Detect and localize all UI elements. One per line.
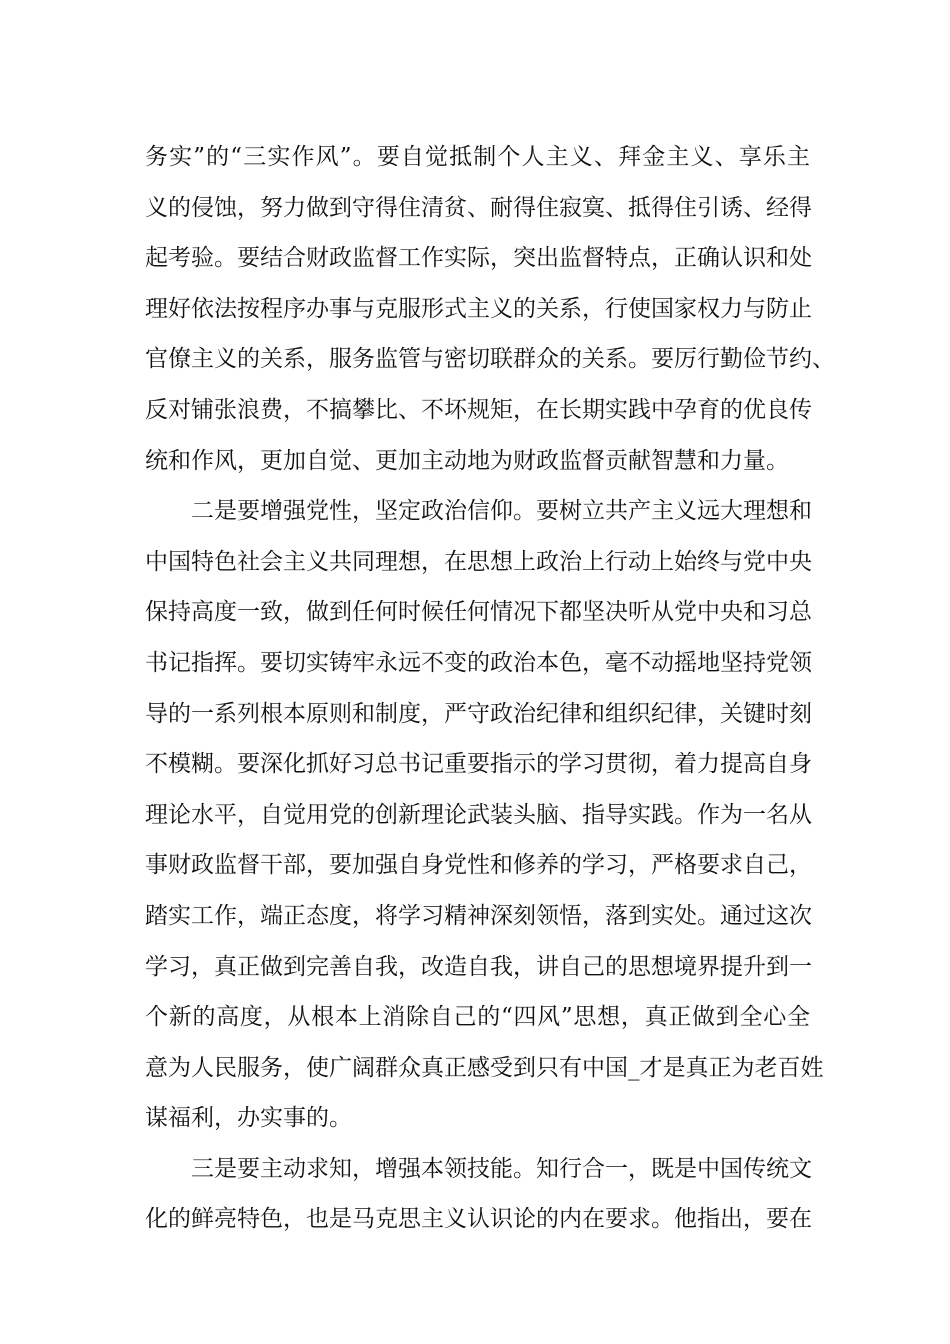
text-line: 事财政监督干部，要加强自身党性和修养的学习，严格要求自己， [145, 852, 812, 879]
text-line: 个新的高度，从根本上消除自己的“四风”思想，真正做到全心全 [145, 1004, 810, 1031]
paragraph-first-line: 二是要增强党性，坚定政治信仰。要树立共产主义远大理想和 [191, 498, 812, 525]
text-line: 起考验。要结合财政监督工作实际，突出监督特点，正确认识和处 [145, 245, 812, 272]
text-line: 化的鲜亮特色，也是马克思主义认识论的内在要求。他指出，要在 [145, 1206, 812, 1233]
text-line: 理论水平，自觉用党的创新理论武装头脑、指导实践。作为一名从 [145, 801, 812, 828]
text-line: 不模糊。要深化抓好习总书记重要指示的学习贯彻，着力提高自身 [145, 751, 812, 778]
text-line: 书记指挥。要切实铸牢永远不变的政治本色，毫不动摇地坚持党领 [145, 649, 812, 676]
text-line: 导的一系列根本原则和制度，严守政治纪律和组织纪律，关键时刻 [145, 700, 812, 727]
text-line: 谋福利，办实事的。 [145, 1105, 352, 1132]
text-line: 踏实工作，端正态度，将学习精神深刻领悟，落到实处。通过这次 [145, 902, 812, 929]
text-line: 学习，真正做到完善自我，改造自我，讲自己的思想境界提升到一 [145, 953, 812, 980]
paragraph-first-line: 三是要主动求知，增强本领技能。知行合一，既是中国传统文 [191, 1155, 812, 1182]
text-line: 中国特色社会主义共同理想，在思想上政治上行动上始终与党中央 [145, 548, 812, 575]
text-line: 务实”的“三实作风”。要自觉抵制个人主义、拜金主义、享乐主 [145, 144, 810, 170]
body-text [145, 132, 835, 1245]
text-line: 理好依法按程序办事与克服形式主义的关系，行使国家权力与防止 [145, 295, 812, 322]
text-line: 保持高度一致，做到任何时候任何情况下都坚决听从党中央和习总 [145, 599, 812, 626]
text-line: 反对铺张浪费，不搞攀比、不坏规矩，在长期实践中孕育的优良传 [145, 396, 812, 423]
text-line: 官僚主义的关系，服务监管与密切联群众的关系。要厉行勤俭节约、 [145, 346, 835, 373]
text-line: 统和作风，更加自觉、更加主动地为财政监督贡献智慧和力量。 [145, 447, 789, 474]
text-line: 意为人民服务，使广阔群众真正感受到只有中国_才是真正为老百姓 [145, 1054, 824, 1081]
text-line: 义的侵蚀，努力做到守得住清贫、耐得住寂寞、抵得住引诱、经得 [145, 194, 812, 221]
